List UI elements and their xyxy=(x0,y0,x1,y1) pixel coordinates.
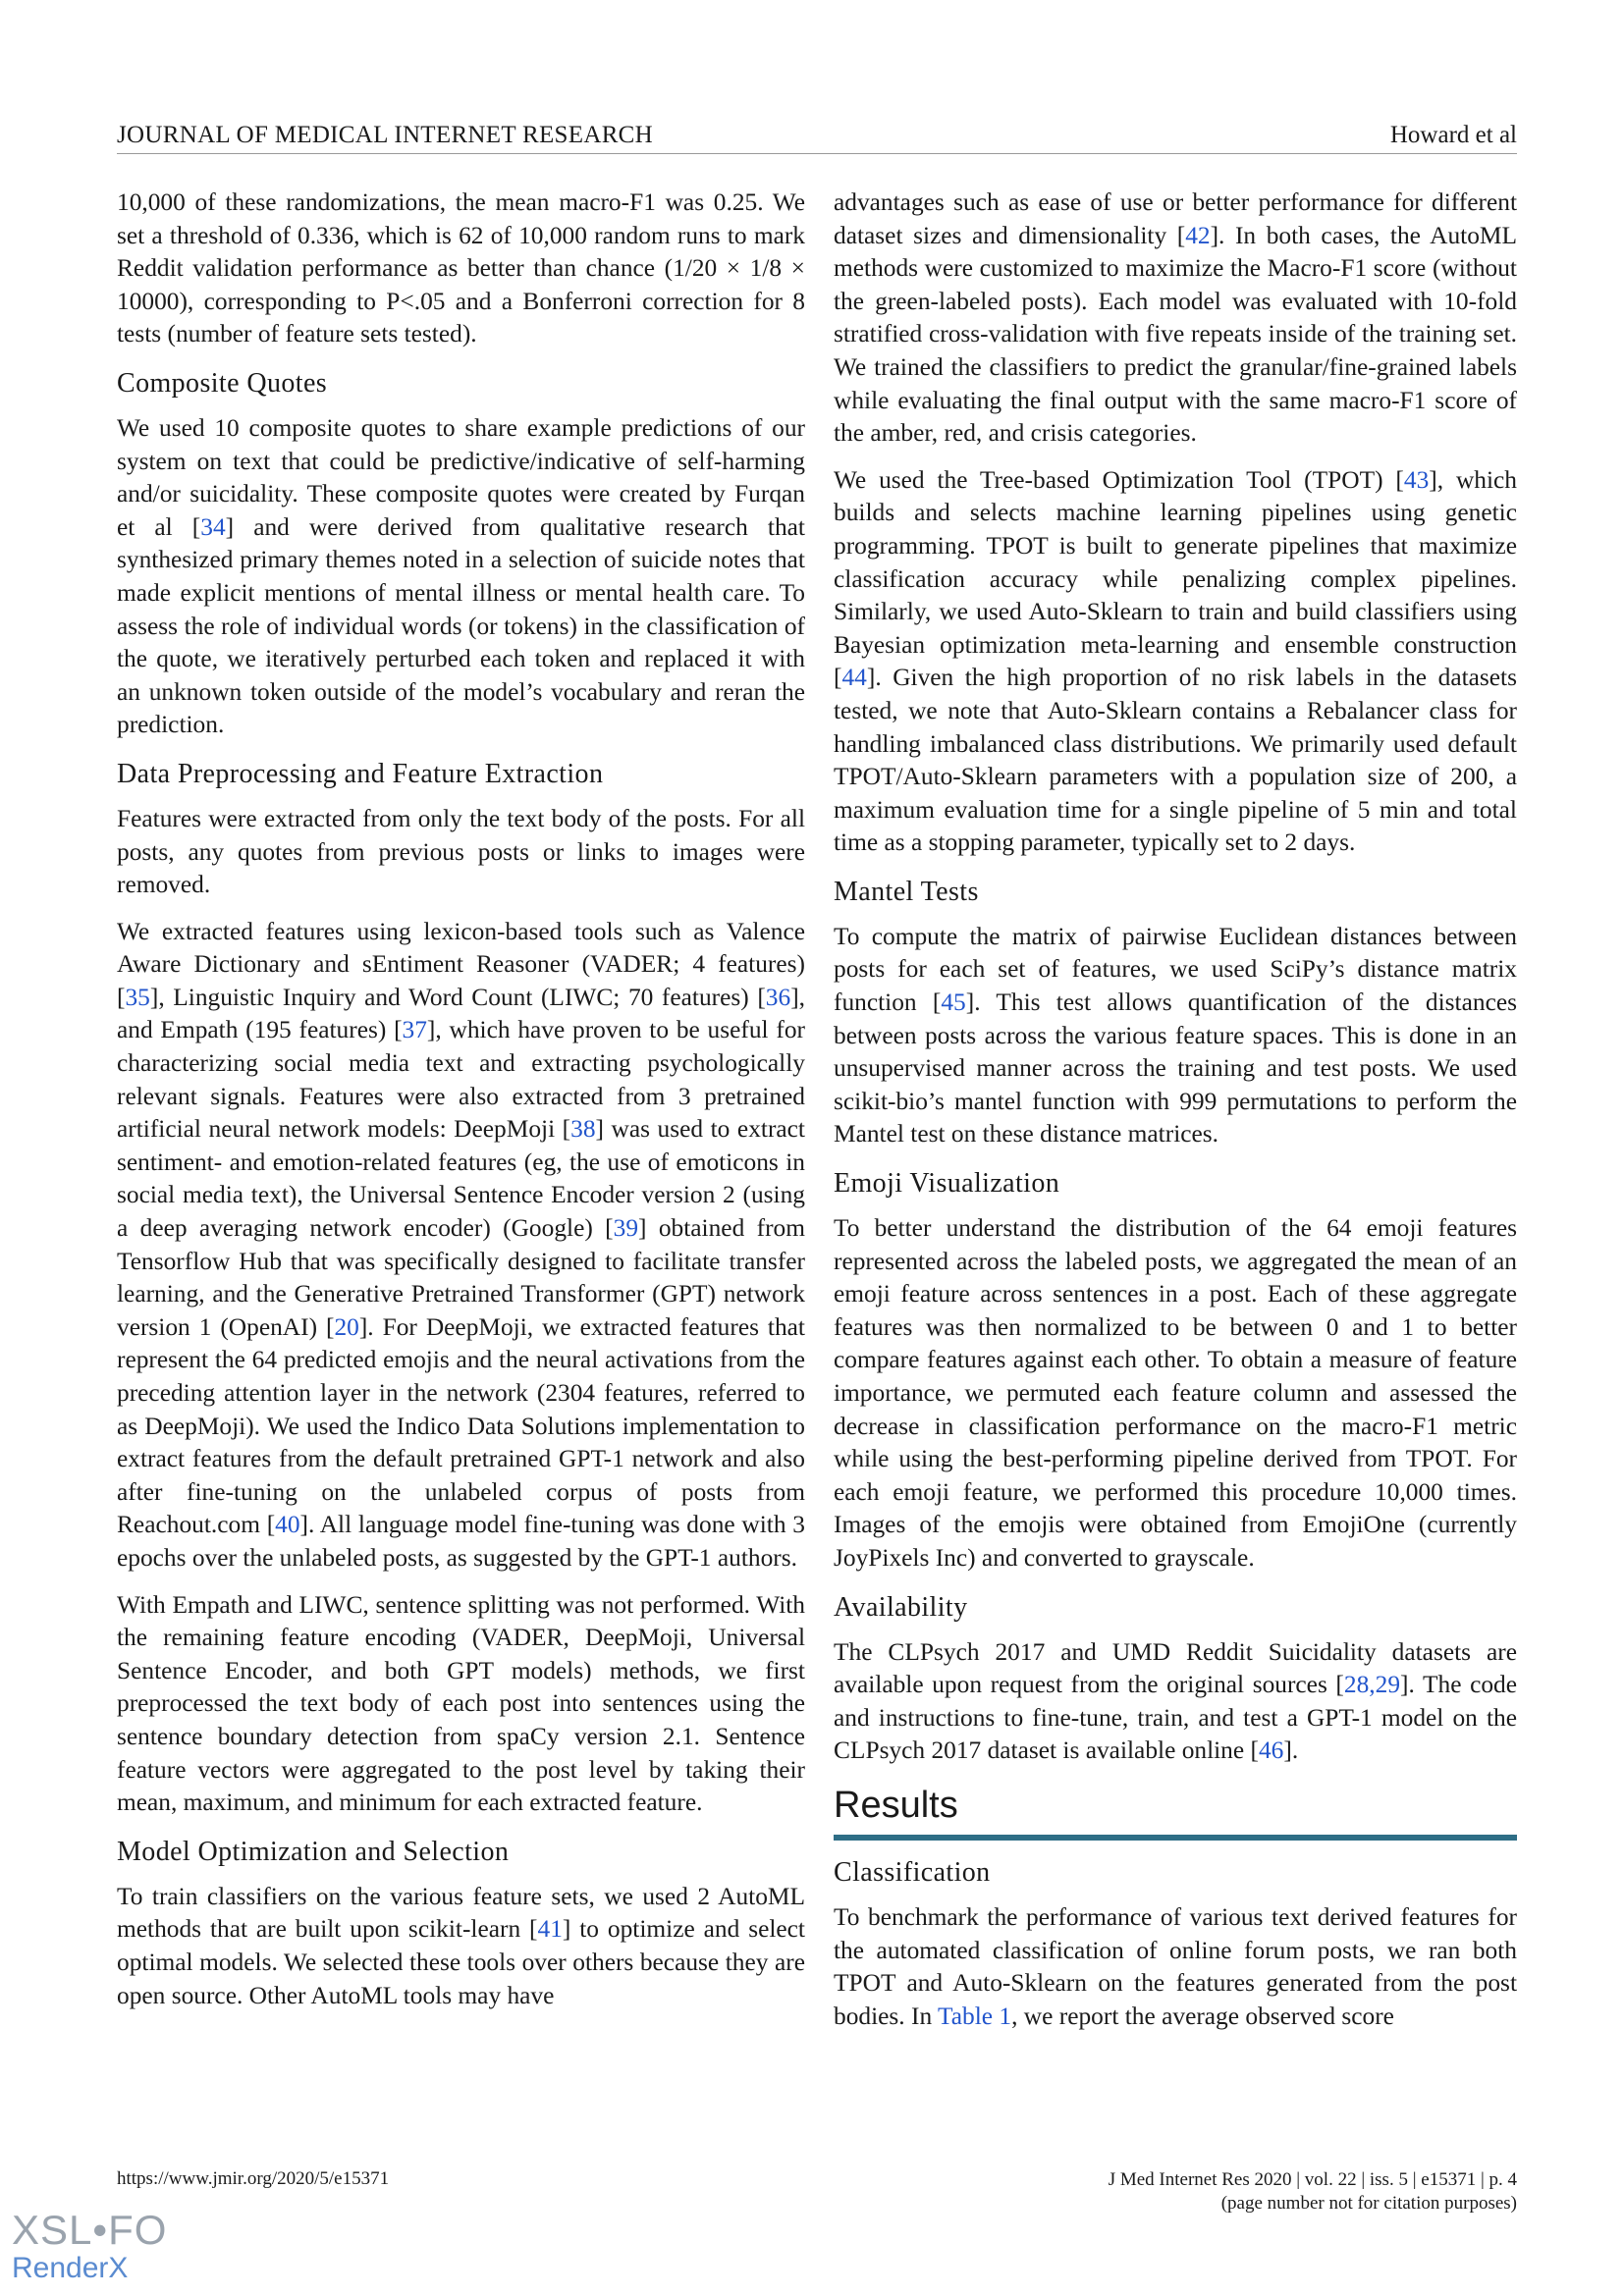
left-column xyxy=(117,187,805,2026)
citation-link[interactable]: 46 xyxy=(1258,1736,1284,1765)
citation-link[interactable]: 44 xyxy=(841,664,867,692)
footer-url: https://www.jmir.org/2020/5/e15371 xyxy=(117,2168,390,2189)
running-authors: Howard et al xyxy=(1389,122,1517,148)
paragraph: We used the Tree-based Optimization Tool (TPOT) [43], which builds and selects machine learning pipelines using genetic programming. TPOT is built to generate pipelines that maximize classification accuracy while penalizing complex pipelines. Similarly, we used Auto-Sklearn to train and build classifiers using Bayesian optimization meta-learning and ensemble construction [44]. Given the high proportion of no risk labels in the datasets tested, we note that Auto-Sklearn contains a Rebalancer class for handling imbalanced class distributions. We primarily used default TPOT/Auto-Sklearn parameters with a population size of 200, a maximum evaluation time for a single pipeline of 5 min and total time as a stopping parameter, typically set to 2 days. xyxy=(834,465,1517,857)
xslfo-renderx-logo xyxy=(12,2209,167,2285)
section-divider xyxy=(834,1835,1517,1841)
page-note: (page number not for citation purposes) xyxy=(1220,2193,1517,2214)
section-heading-data-preprocessing: Data Preprocessing and Feature Extraction xyxy=(117,758,604,789)
paragraph: We used 10 composite quotes to share example predictions of our system on text that could be predictive/indicative of self-harming and/or suicidality. These composite quotes were created by Furqan et al [34] and were derived from qualitative research that synthesized primary themes noted in a selection of suicide notes that made explicit mentions of mental illness or mental health care. To assess the role of individual words (or tokens) in the classification of the quote, we iteratively perturbed each token and replaced it with an unknown token outside of the model’s vocabulary and reran the prediction. xyxy=(117,413,805,739)
paragraph: Features were extracted from only the text body of the posts. For all posts, any quotes from previous posts or links to images were removed. xyxy=(117,804,805,899)
citation-link[interactable]: 45 xyxy=(941,988,966,1017)
paragraph: To compute the matrix of pairwise Euclidean distances between posts for each set of features, we used SciPy’s distance matrix function [45]. This test allows quantification of the distances between posts across the various feature spaces. This is done in an unsupervised manner across the training and test posts. We used scikit-bio’s mantel function with 999 permutations to perform the Mantel test on these distance matrices. xyxy=(834,922,1517,1148)
citation-link[interactable]: 40 xyxy=(275,1511,300,1539)
section-heading-composite-quotes: Composite Quotes xyxy=(117,367,328,399)
citation-link[interactable]: 38 xyxy=(570,1115,596,1144)
citation-link[interactable]: 39 xyxy=(613,1214,639,1243)
citation-link[interactable]: 34 xyxy=(200,512,226,541)
paragraph: 10,000 of these randomizations, the mean macro-F1 was 0.25. We set a threshold of 0.336, which is 62 of 10,000 random runs to mark Reddit validation performance as better than chance (1/20 × 1/8 × 10000), corresponding to P<.05 and a Bonferroni correction for 8 tests (number of feature sets tested). xyxy=(117,188,805,348)
paragraph: With Empath and LIWC, sentence splitting was not performed. With the remaining feature encoding (VADER, DeepMoji, Universal Sentence Encoder, and both GPT models) methods, we first preprocessed the text body of each post into sentences using the sentence boundary detection from spaCy version 2.1. Sentence feature vectors were aggregated to the post level by taking their mean, maximum, and minimum for each extracted feature. xyxy=(117,1590,805,1817)
logo-bottom: RenderX xyxy=(12,2252,129,2284)
citation-line: J Med Internet Res 2020 | vol. 22 | iss. 5 | e15371 | p. 4 xyxy=(1108,2169,1517,2190)
footer-citation xyxy=(1109,2168,1517,2216)
paragraph: We extracted features using lexicon-based tools such as Valence Aware Dictionary and sEntiment Reasoner (VADER; 4 features) [35], Linguistic Inquiry and Word Count (LIWC; 70 features) [36], and Empath (195 features) [37], which have proven to be useful for characterizing social media text and extracting psychologically relevant signals. Features were also extracted from 3 pretrained artificial neural network models: DeepMoji [38] was used to extract sentiment- and emotion-related features (eg, the use of emoticons in social media text), the Universal Sentence Encoder version 2 (using a deep averaging network encoder) (Google) [39] obtained from Tensorflow Hub that was specifically designed to facilitate transfer learning, and the Generative Pretrained Transformer (GPT) network version 1 (OpenAI) [20]. For DeepMoji, we extracted features that represent the 64 predicted emojis and the neural activations from the preceding attention layer in the network (2304 features, referred to as DeepMoji). We used the Indico Data Solutions implementation to extract features from the default pretrained GPT-1 network and also after fine-tuning on the unlabeled corpus of posts from Reachout.com [40]. All language model fine-tuning was done with 3 epochs over the unlabeled posts, as suggested by the GPT-1 authors. xyxy=(117,917,806,1572)
paragraph: To train classifiers on the various feature sets, we used 2 AutoML methods that are built upon scikit-learn [41] to optimize and select optimal models. We selected these tools over others because they are open source. Other AutoML tools may have xyxy=(117,1882,805,2009)
citation-link[interactable]: 37 xyxy=(402,1016,427,1044)
section-heading-classification: Classification xyxy=(834,1856,991,1888)
citation-link[interactable]: 41 xyxy=(537,1915,563,1944)
paragraph: To better understand the distribution of the 64 emoji features represented across the labeled posts, we aggregated the mean of an emoji feature across sentences in a post. Each of these aggregate features was then normalized to be between 0 and 1 to better compare features against each other. To obtain a measure of feature importance, we permuted each feature column and assessed the decrease in classification performance on the macro-F1 metric while using the best-performing pipeline derived from TPOT. For each emoji feature, we performed this procedure 10,000 times. Images of the emojis were obtained from EmojiOne (currently JoyPixels Inc) and converted to grayscale. xyxy=(834,1214,1517,1572)
citation-link[interactable]: 35 xyxy=(125,983,150,1011)
paragraph: advantages such as ease of use or better performance for different dataset sizes and dimensionality [42]. In both cases, the AutoML methods were customized to maximize the Macro-F1 score (without the green-labeled posts). Each model was evaluated with 10-fold stratified cross-validation with five repeats inside of the training set. We trained the classifiers to predict the granular/fine-grained labels while evaluating the final output with the same macro-F1 score of the amber, red, and crisis categories. xyxy=(834,188,1517,448)
right-column xyxy=(834,187,1517,2047)
section-heading-model-optimization: Model Optimization and Selection xyxy=(117,1836,510,1867)
citation-link[interactable]: 36 xyxy=(765,983,791,1011)
journal-name: JOURNAL OF MEDICAL INTERNET RESEARCH xyxy=(117,122,653,148)
paragraph: To benchmark the performance of various text derived features for the automated classification of online forum posts, we ran both TPOT and Auto-Sklearn on the features generated from the post bodies. In Table 1, we report the average observed score xyxy=(834,1902,1517,2030)
table-link[interactable]: Table 1 xyxy=(938,2002,1012,2030)
section-heading-mantel-tests: Mantel Tests xyxy=(834,876,979,907)
section-title-results: Results xyxy=(834,1784,958,1826)
logo-top: XSL•FO xyxy=(12,2207,168,2253)
paragraph: The CLPsych 2017 and UMD Reddit Suicidality datasets are available upon request from the original sources [28,29]. The code and instructions to fine-tune, train, and test a GPT-1 model on the CLPsych 2017 dataset is available online [46]. xyxy=(834,1637,1517,1765)
section-heading-availability: Availability xyxy=(834,1591,968,1623)
citation-link[interactable]: 42 xyxy=(1185,221,1211,249)
citation-link[interactable]: 28,29 xyxy=(1343,1671,1401,1699)
page-header xyxy=(117,116,1517,154)
section-heading-emoji-visualization: Emoji Visualization xyxy=(834,1168,1060,1200)
citation-link[interactable]: 43 xyxy=(1403,465,1430,494)
citation-link[interactable]: 20 xyxy=(334,1312,359,1341)
